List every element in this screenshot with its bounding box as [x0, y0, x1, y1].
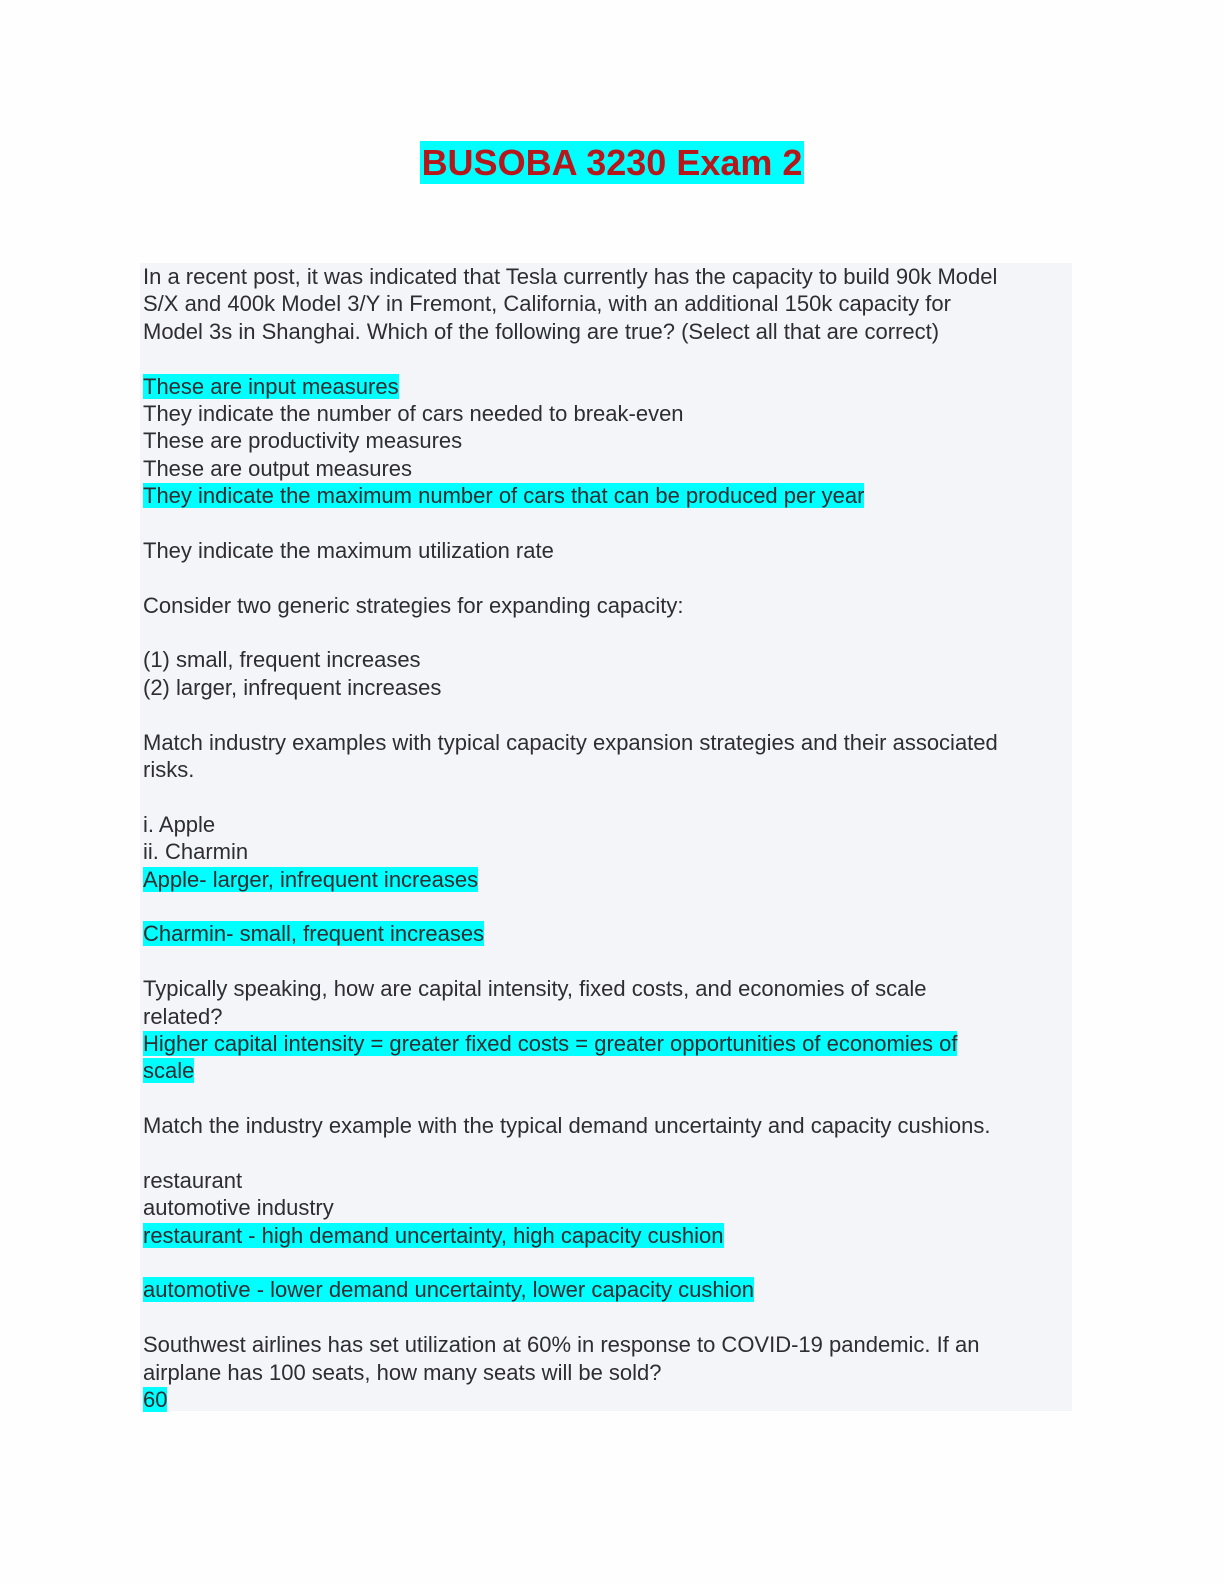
q1-option: These are productivity measures: [143, 428, 463, 454]
q1-option: They indicate the number of cars needed to break-even: [143, 400, 684, 426]
q4-item: restaurant: [143, 1167, 243, 1193]
spacer: [143, 1140, 1072, 1167]
spacer: [143, 1085, 1072, 1112]
q3-question-line: related?: [143, 1003, 223, 1029]
q1-option-text: These are input measures: [143, 373, 399, 399]
q3-question-line: Typically speaking, how are capital intensity, fixed costs, and economies of scale: [143, 976, 927, 1002]
q3-answer: [143, 1030, 1072, 1057]
q2-strategy: (1) small, frequent increases: [143, 647, 421, 673]
q2-strategy: (2) larger, infrequent increases: [143, 674, 442, 700]
spacer: [143, 783, 1072, 810]
q5-answer: [143, 1386, 1072, 1413]
page-title: BUSOBA 3230 Exam 2: [421, 142, 803, 183]
spacer: [143, 1304, 1072, 1331]
q2-item: i. Apple: [143, 811, 216, 837]
spacer: [143, 510, 1072, 537]
q5-question-line: airplane has 100 seats, how many seats will be sold?: [143, 1359, 662, 1385]
spacer: [143, 619, 1072, 646]
q2-intro: Consider two generic strategies for expanding capacity:: [143, 592, 684, 618]
spacer: [143, 345, 1072, 372]
q5-question-line: Southwest airlines has set utilization at 60% in response to COVID-19 pandemic. If an: [143, 1332, 980, 1358]
q5-answer-text: 60: [143, 1387, 168, 1413]
q4-question: Match the industry example with the typical demand uncertainty and capacity cushions.: [143, 1113, 991, 1139]
title-wrap: [0, 141, 1224, 184]
q4-answer-text: automotive - lower demand uncertainty, lower capacity cushion: [143, 1277, 755, 1303]
q2-answer-text: Apple- larger, infrequent increases: [143, 866, 479, 892]
q3-answer: [143, 1057, 1072, 1084]
q2-question-line: risks.: [143, 757, 195, 783]
spacer: [143, 564, 1072, 591]
q4-answer-text: restaurant - high demand uncertainty, high capacity cushion: [143, 1222, 724, 1248]
q1-question-line: S/X and 400k Model 3/Y in Fremont, California, with an additional 150k capacity for: [143, 291, 951, 317]
spacer: [143, 948, 1072, 975]
q2-item: ii. Charmin: [143, 839, 249, 865]
q1-option: They indicate the maximum utilization rate: [143, 537, 554, 563]
spacer: [143, 1249, 1072, 1276]
spacer: [143, 701, 1072, 728]
q1-option-highlighted: [143, 373, 1072, 400]
q3-answer-text: scale: [143, 1058, 195, 1084]
q2-answer: [143, 866, 1072, 893]
q1-option-highlighted: [143, 482, 1072, 509]
q2-question-line: Match industry examples with typical capacity expansion strategies and their associated: [143, 729, 998, 755]
document-body: [140, 263, 1072, 1411]
q1-option-text: They indicate the maximum number of cars that can be produced per year: [143, 483, 865, 509]
q2-answer-text: Charmin- small, frequent increases: [143, 921, 485, 947]
q4-item: automotive industry: [143, 1195, 334, 1221]
q1-question-line: Model 3s in Shanghai. Which of the following are true? (Select all that are correct): [143, 318, 940, 344]
spacer: [143, 893, 1072, 920]
q1-option: These are output measures: [143, 455, 413, 481]
q3-answer-text: Higher capital intensity = greater fixed costs = greater opportunities of economies of: [143, 1030, 958, 1056]
q1-question-line: In a recent post, it was indicated that Tesla currently has the capacity to build 90k Model: [143, 264, 998, 289]
q4-answer: [143, 1276, 1072, 1303]
q2-answer: [143, 920, 1072, 947]
q4-answer: [143, 1222, 1072, 1249]
